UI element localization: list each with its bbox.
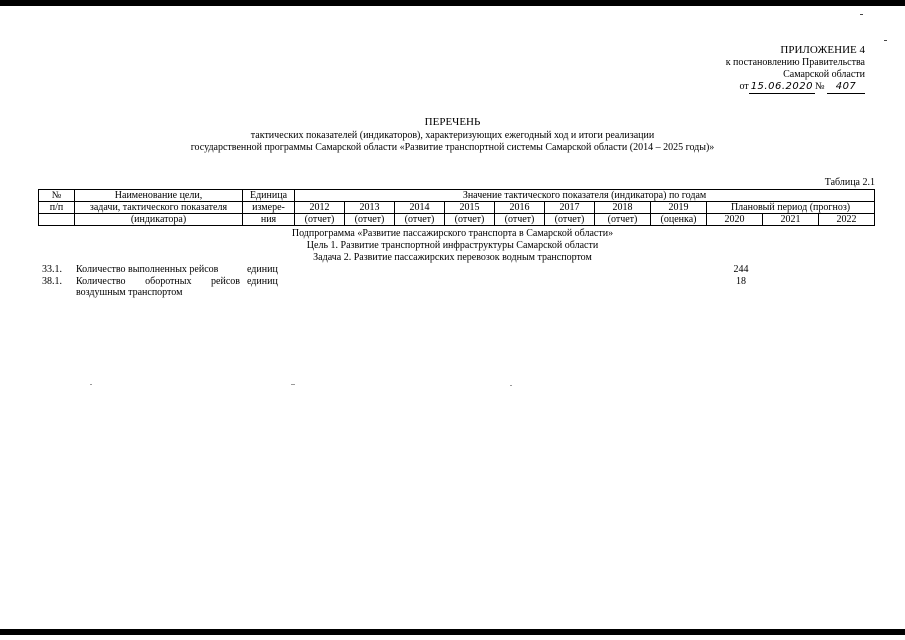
number-prefix: № [814,81,825,92]
col-num-header-2: п/п [39,202,75,214]
document-subtitle-1: тактических показателей (индикаторов), характеризующих ежегодный ход и итоги реализации [250,130,655,141]
year-2014: 2014 [395,202,445,214]
date-prefix: от [739,81,749,92]
planned-period-header: Плановый период (прогноз) [707,202,875,214]
year-2020: 2020 [707,214,763,226]
status-2014: (отчет) [395,214,445,226]
row-name: Количество оборотных рейсов [76,276,240,287]
document-subtitle-2: государственной программы Самарской области «Развитие транспортной системы Самарской области (2014 – 2025 годы)» [190,142,715,153]
handwritten-number: 407 [827,81,865,94]
scan-speck [291,384,295,385]
row-name-continued: воздушным транспортом [76,287,183,298]
document-title: ПЕРЕЧЕНЬ [424,116,481,128]
indicators-table-header [38,189,875,226]
appendix-date-line [695,81,865,94]
status-2016: (отчет) [495,214,545,226]
col-name-header-2: задачи, тактического показателя [75,202,243,214]
col-name-header: Наименование цели, [75,190,243,202]
col-unit-header-3: ния [243,214,295,226]
status-2013: (отчет) [345,214,395,226]
year-2018: 2018 [595,202,651,214]
row-value-2020: 18 [736,276,746,287]
scan-speck [510,385,512,386]
values-header: Значение тактического показателя (индикатора) по годам [295,190,875,202]
year-2015: 2015 [445,202,495,214]
year-2019: 2019 [651,202,707,214]
col-num-header: № [39,190,75,202]
goal-heading: Цель 1. Развитие транспортной инфраструктуры Самарской области [306,240,599,251]
year-2021: 2021 [763,214,819,226]
row-unit: единиц [247,276,278,287]
status-2012: (отчет) [295,214,345,226]
task-heading: Задача 2. Развитие пассажирских перевозок водным транспортом [313,252,592,263]
scan-border-bottom [0,629,905,635]
scan-speck [884,40,887,41]
status-2015: (отчет) [445,214,495,226]
year-2016: 2016 [495,202,545,214]
appendix-line-2: Самарской области [783,69,865,80]
col-num-header-3 [39,214,75,226]
row-value-2020: 244 [733,264,749,275]
year-2017: 2017 [545,202,595,214]
scan-speck [90,384,92,385]
row-name: Количество выполненных рейсов [76,264,219,275]
table-label: Таблица 2.1 [824,177,875,188]
col-unit-header-2: измере- [243,202,295,214]
col-unit-header: Единица [243,190,295,202]
status-2019: (оценка) [651,214,707,226]
row-unit: единиц [247,264,278,275]
handwritten-date: 15.06.2020 [750,81,813,92]
scan-speck [860,14,863,15]
year-2022: 2022 [819,214,875,226]
appendix-title: ПРИЛОЖЕНИЕ 4 [780,44,865,56]
status-2018: (отчет) [595,214,651,226]
col-name-header-3: (индикатора) [75,214,243,226]
appendix-line-1: к постановлению Правительства [725,57,865,68]
year-2013: 2013 [345,202,395,214]
year-2012: 2012 [295,202,345,214]
subprogram-heading: Подпрограмма «Развитие пассажирского транспорта в Самарской области» [291,228,614,239]
status-2017: (отчет) [545,214,595,226]
scan-border-top [0,0,905,6]
row-num: 33.1. [42,264,62,275]
appendix-block [695,44,865,94]
row-num: 38.1. [42,276,62,287]
